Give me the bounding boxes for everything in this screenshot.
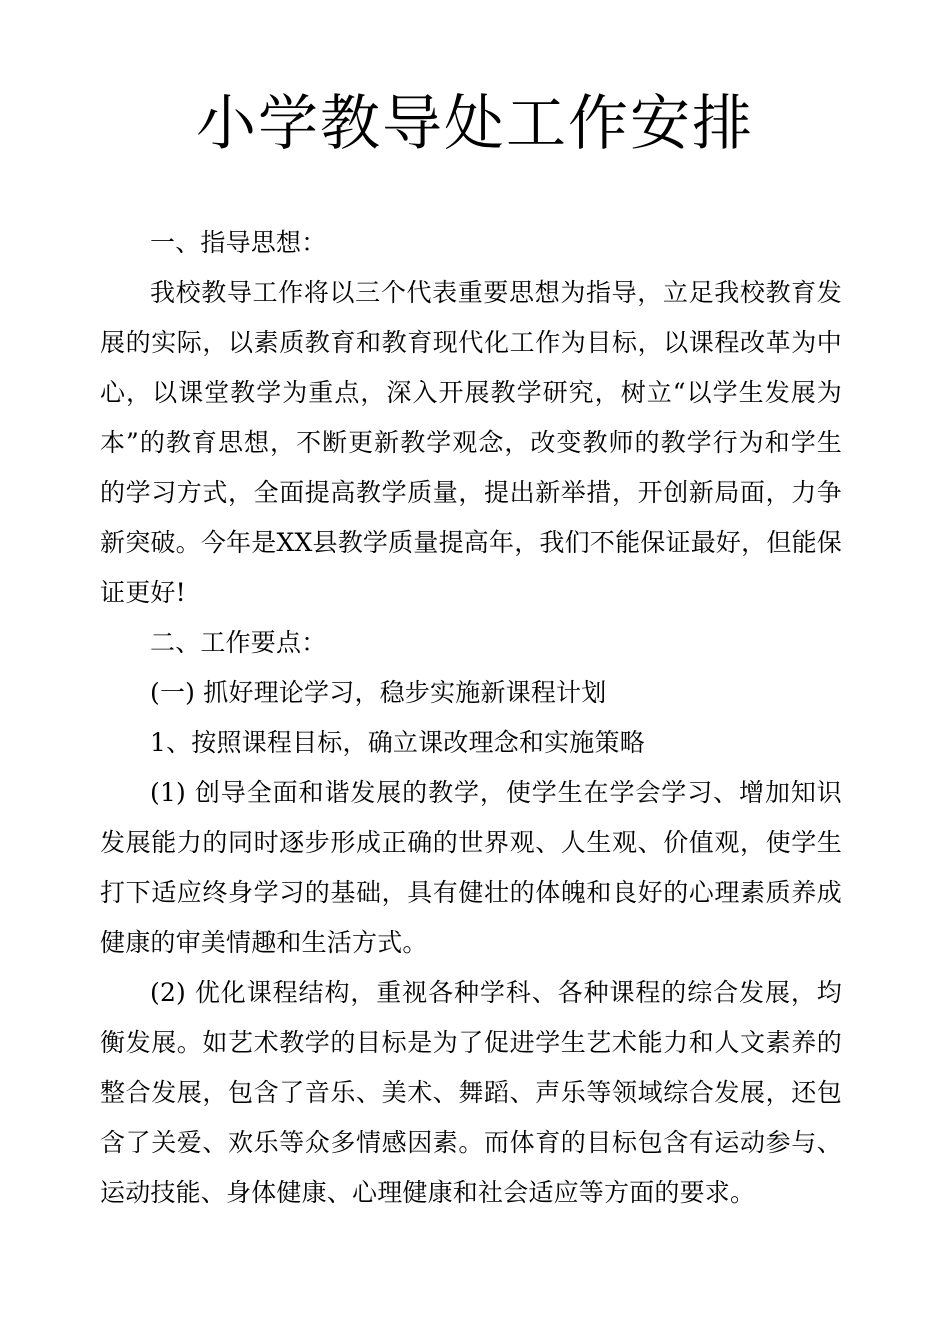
paragraph-item-2: (2) 优化课程结构，重视各种学科、各种课程的综合发展，均衡发展。如艺术教学的目标是为了促进学生艺术能力和人文素养的整合发展，包含了音乐、美术、舞蹈、声乐等领域综合发展，还包含了关爱、欢乐等众多情感因素。而体育的目标包含有运动参与、运动技能、身体健康、心理健康和社会适应等方面的要求。 bbox=[100, 978, 842, 1207]
document-title: 小学教导处工作安排 bbox=[196, 89, 754, 159]
item-heading-curriculum-goals: 1、按照课程目标，确立课改理念和实施策略 bbox=[150, 728, 645, 757]
paragraph-item-1: (1) 创导全面和谐发展的教学，使学生在学会学习、增加知识发展能力的同时逐步形成正确的世界观、人生观、价值观，使学生打下适应终身学习的基础，具有健壮的体魄和良好的心理素质养成健康的审美情趣和生活方式。 bbox=[100, 778, 842, 957]
section-heading-guiding-ideology: 一、指导思想： bbox=[150, 228, 327, 257]
document-body bbox=[100, 218, 842, 1218]
paragraph-guiding-ideology: 我校教导工作将以三个代表重要思想为指导，立足我校教育发展的实际，以素质教育和教育现代化工作为目标，以课程改革为中心，以课堂教学为重点，深入开展教学研究，树立“以学生发展为本”的教育思想，不断更新教学观念，改变教师的教学行为和学生的学习方式，全面提高教学质量，提出新举措，开创新局面，力争新突破。今年是XX县教学质量提高年，我们不能保证最好，但能保证更好! bbox=[100, 278, 842, 607]
subsection-heading-theory-study: (一) 抓好理论学习，稳步实施新课程计划 bbox=[150, 678, 607, 707]
section-heading-work-points: 二、工作要点： bbox=[150, 628, 327, 657]
